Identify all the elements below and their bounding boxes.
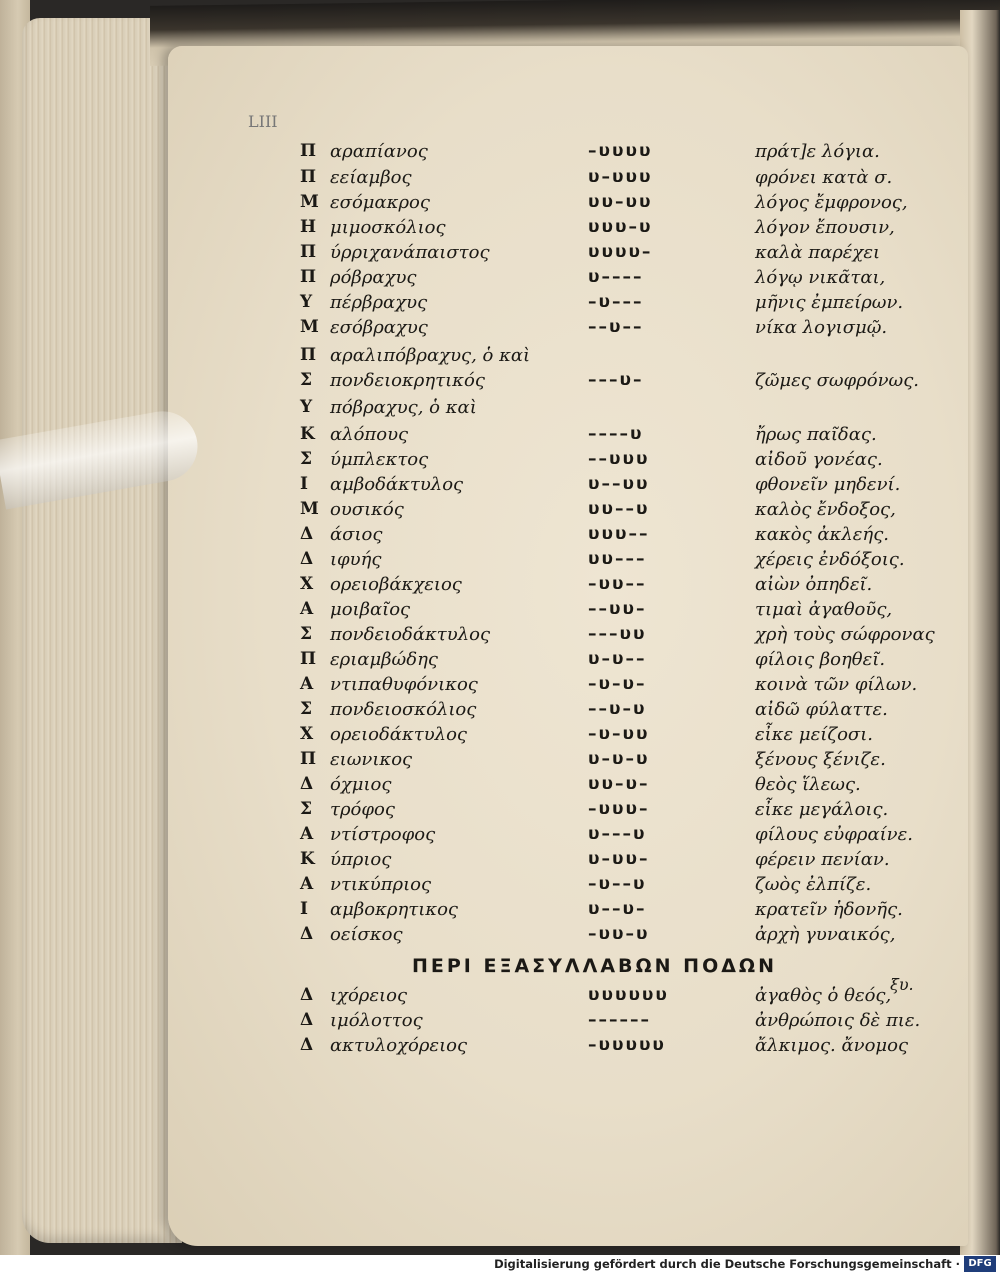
- example-phrase: φθονεῖν μηδενί.: [755, 474, 901, 495]
- example-phrase: φίλοις βοηθεῖ.: [755, 649, 886, 670]
- example-phrase: κακὸς ἀκλεής.: [755, 524, 890, 545]
- table-row: [300, 1035, 920, 1061]
- table-row: [300, 599, 920, 625]
- foot-name: αραπίανος: [330, 141, 428, 162]
- foot-name: ιμόλοττος: [330, 1010, 423, 1031]
- example-phrase: ἀγαθὸς ὁ θεός,: [755, 985, 892, 1006]
- foot-name: αραλιπόβραχυς, ὁ καὶ: [330, 345, 531, 366]
- example-phrase: λόγος ἔμφρονος,: [755, 192, 908, 213]
- example-phrase: καλὸς ἔνδοξος,: [755, 499, 896, 520]
- table-row: [300, 345, 920, 371]
- row-initial-letter: Α: [300, 824, 314, 844]
- meter-pattern: υ–υ––: [588, 649, 647, 669]
- row-initial-letter: Κ: [300, 424, 315, 444]
- row-initial-letter: Δ: [300, 1010, 314, 1030]
- table-row: [300, 1010, 920, 1036]
- table-row: [300, 699, 920, 725]
- dfg-logo: DFG: [964, 1256, 996, 1272]
- foot-name: εείαμβος: [330, 167, 412, 188]
- foot-name: αλόπους: [330, 424, 409, 445]
- heading-aside: ξυ.: [890, 975, 914, 994]
- meter-pattern: υ–υ–υ: [588, 749, 650, 769]
- row-initial-letter: Υ: [300, 397, 313, 417]
- meter-pattern: ––υυυ: [588, 449, 650, 469]
- foot-name: εριαμβώδης: [330, 649, 438, 670]
- foot-name: πέρβραχυς: [330, 292, 428, 313]
- table-row: [300, 141, 920, 167]
- foot-name: εσόβραχυς: [330, 317, 428, 338]
- table-row: [300, 370, 920, 396]
- meter-pattern: –––υυ: [588, 624, 647, 644]
- foot-name: πονδειοδάκτυλος: [330, 624, 491, 645]
- row-initial-letter: Σ: [300, 370, 313, 390]
- example-phrase: ζῶμες σωφρόνως.: [755, 370, 920, 391]
- meter-pattern: –υ–υυ: [588, 724, 650, 744]
- meter-pattern: υυ–––: [588, 549, 647, 569]
- row-initial-letter: Δ: [300, 1035, 314, 1055]
- example-phrase: κοινὰ τῶν φίλων.: [755, 674, 918, 695]
- table-row: [300, 724, 920, 750]
- row-initial-letter: Κ: [300, 849, 315, 869]
- row-initial-letter: Δ: [300, 549, 314, 569]
- meter-pattern: –υυυ–: [588, 799, 650, 819]
- foot-name: αμβοκρητικος: [330, 899, 459, 920]
- table-row: [300, 574, 920, 600]
- example-phrase: καλὰ παρέχει: [755, 242, 881, 263]
- table-row: [300, 849, 920, 875]
- table-row: [300, 397, 920, 423]
- foot-name: πόβραχυς, ὁ καὶ: [330, 397, 477, 418]
- table-row: [300, 985, 920, 1011]
- row-initial-letter: Η: [300, 217, 317, 237]
- row-initial-letter: Μ: [300, 192, 319, 212]
- foot-name: πονδειοσκόλιος: [330, 699, 477, 720]
- row-initial-letter: Δ: [300, 774, 314, 794]
- example-phrase: χέρεις ἐνδόξοις.: [755, 549, 905, 570]
- example-phrase: κρατεῖν ἡδονῆς.: [755, 899, 903, 920]
- row-initial-letter: Α: [300, 674, 314, 694]
- example-phrase: φέρειν πενίαν.: [755, 849, 890, 870]
- table-row: [300, 192, 920, 218]
- table-row: [300, 899, 920, 925]
- table-row: [300, 524, 920, 550]
- row-initial-letter: Σ: [300, 449, 313, 469]
- foot-name: ουσικός: [330, 499, 404, 520]
- foot-name: όχμιος: [330, 774, 392, 795]
- row-initial-letter: Α: [300, 874, 314, 894]
- row-initial-letter: Μ: [300, 317, 319, 337]
- foot-name: αμβοδάκτυλος: [330, 474, 464, 495]
- foot-name: ντιπαθυφόνικος: [330, 674, 478, 695]
- table-row: [300, 549, 920, 575]
- meter-pattern: –υ–––: [588, 292, 644, 312]
- row-initial-letter: Π: [300, 242, 317, 262]
- table-row: [300, 674, 920, 700]
- table-row: [300, 424, 920, 450]
- example-phrase: λόγῳ νικᾶται,: [755, 267, 886, 288]
- foot-name: ύμπλεκτος: [330, 449, 429, 470]
- foot-name: άσιος: [330, 524, 383, 545]
- row-initial-letter: Δ: [300, 524, 314, 544]
- meter-pattern: υ–––υ: [588, 824, 647, 844]
- foot-name: μιμοσκόλιος: [330, 217, 446, 238]
- table-row: [300, 242, 920, 268]
- table-row: [300, 924, 920, 950]
- row-initial-letter: Δ: [300, 924, 314, 944]
- meter-pattern: υυυ–υ: [588, 217, 653, 237]
- table-row: [300, 267, 920, 293]
- example-phrase: λόγον ἔπουσιν,: [755, 217, 895, 238]
- row-initial-letter: Ι: [300, 474, 308, 494]
- meter-pattern: –υ–υ–: [588, 674, 647, 694]
- example-phrase: ξένους ξένιζε.: [755, 749, 886, 770]
- example-phrase: ἄλκιμος. ἄνομος: [755, 1035, 909, 1056]
- foot-name: ντικύπριος: [330, 874, 432, 895]
- meter-pattern: υ––––: [588, 267, 644, 287]
- example-phrase: μῆνις ἐμπείρων.: [755, 292, 904, 313]
- foot-name: ιχόρειος: [330, 985, 408, 1006]
- row-initial-letter: Σ: [300, 624, 313, 644]
- table-row: [300, 217, 920, 243]
- table-row: [300, 474, 920, 500]
- section-heading: ΠΕΡΙ ΕΞΑΣΥΛΛΑΒΩΝ ΠΟΔΩΝ: [412, 955, 777, 977]
- row-initial-letter: Σ: [300, 699, 313, 719]
- table-row: [300, 167, 920, 193]
- table-row: [300, 799, 920, 825]
- table-row: [300, 749, 920, 775]
- example-phrase: φρόνει κατὰ σ.: [755, 167, 893, 188]
- table-row: [300, 317, 920, 343]
- example-phrase: φίλους εὐφραίνε.: [755, 824, 913, 845]
- meter-pattern: ––υ––: [588, 317, 644, 337]
- foot-name: ακτυλοχόρειος: [330, 1035, 468, 1056]
- row-initial-letter: Χ: [300, 724, 314, 744]
- table-row: [300, 292, 920, 318]
- foot-name: εσόμακρος: [330, 192, 430, 213]
- row-initial-letter: Π: [300, 167, 317, 187]
- meter-pattern: υυ–υ–: [588, 774, 650, 794]
- row-initial-letter: Υ: [300, 292, 313, 312]
- foot-name: πονδειοκρητικός: [330, 370, 485, 391]
- example-phrase: πράτ]ε λόγια.: [755, 141, 880, 162]
- foot-name: τρόφος: [330, 799, 395, 820]
- foot-name: μοιβαῖος: [330, 599, 411, 620]
- foot-name: ύπριος: [330, 849, 392, 870]
- meter-pattern: ––––υ: [588, 424, 644, 444]
- example-phrase: ἀνθρώποις δὲ πιε.: [755, 1010, 921, 1031]
- example-phrase: τιμαὶ ἀγαθοῦς,: [755, 599, 893, 620]
- foot-name: ρόβραχυς: [330, 267, 417, 288]
- example-phrase: αἰδῶ φύλαττε.: [755, 699, 888, 720]
- row-initial-letter: Π: [300, 267, 317, 287]
- meter-pattern: ––––––: [588, 1010, 651, 1030]
- meter-pattern: υ––υυ: [588, 474, 650, 494]
- row-initial-letter: Ι: [300, 899, 308, 919]
- foot-name: ειωνικος: [330, 749, 413, 770]
- meter-pattern: υ–υυυ: [588, 167, 653, 187]
- table-row: [300, 774, 920, 800]
- meter-pattern: –υυ–υ: [588, 924, 650, 944]
- meter-pattern: ––υυ–: [588, 599, 647, 619]
- footer-credit: Digitalisierung gefördert durch die Deutsche Forschungsgemeinschaft ·: [494, 1257, 960, 1271]
- table-row: [300, 499, 920, 525]
- foot-name: ορειοδάκτυλος: [330, 724, 467, 745]
- example-phrase: ἀρχὴ γυναικός,: [755, 924, 896, 945]
- row-initial-letter: Π: [300, 649, 317, 669]
- row-initial-letter: Δ: [300, 985, 314, 1005]
- example-phrase: εἶκε μεγάλοις.: [755, 799, 889, 820]
- table-row: [300, 649, 920, 675]
- example-phrase: νίκα λογισμῷ.: [755, 317, 888, 338]
- row-initial-letter: Π: [300, 345, 317, 365]
- foot-name: οείσκος: [330, 924, 403, 945]
- table-row: [300, 824, 920, 850]
- meter-pattern: υυυυυυ: [588, 985, 669, 1005]
- meter-pattern: υ–υυ–: [588, 849, 650, 869]
- meter-pattern: υ––υ–: [588, 899, 647, 919]
- table-row: [300, 624, 935, 650]
- meter-pattern: –υυ––: [588, 574, 647, 594]
- foot-name: ντίστροφος: [330, 824, 436, 845]
- example-phrase: ζωὸς ἐλπίζε.: [755, 874, 872, 895]
- row-initial-letter: Α: [300, 599, 314, 619]
- meter-pattern: –υ––υ: [588, 874, 647, 894]
- example-phrase: αἰὼν ὀπηδεῖ.: [755, 574, 873, 595]
- footer-bar: [0, 1255, 1000, 1274]
- meter-pattern: –––υ–: [588, 370, 644, 390]
- row-initial-letter: Σ: [300, 799, 313, 819]
- foot-name: ύρριχανάπαιστος: [330, 242, 490, 263]
- example-phrase: θεὸς ἵλεως.: [755, 774, 861, 795]
- table-row: [300, 449, 920, 475]
- foot-name: ορειοβάκχειος: [330, 574, 462, 595]
- foot-name: ιφυής: [330, 549, 382, 570]
- example-phrase: εἶκε μείζοσι.: [755, 724, 873, 745]
- meter-pattern: υυ–υυ: [588, 192, 653, 212]
- example-phrase: ἤρως παῖδας.: [755, 424, 877, 445]
- meter-pattern: ––υ–υ: [588, 699, 647, 719]
- meter-pattern: –υυυυυ: [588, 1035, 666, 1055]
- meter-pattern: –υυυυ: [588, 141, 653, 161]
- row-initial-letter: Π: [300, 749, 317, 769]
- meter-pattern: υυυ––: [588, 524, 650, 544]
- example-phrase: χρὴ τοὺς σώφρονας: [755, 624, 935, 645]
- page-folio: LIII: [248, 112, 278, 131]
- table-row: [300, 874, 920, 900]
- row-initial-letter: Χ: [300, 574, 314, 594]
- row-initial-letter: Π: [300, 141, 317, 161]
- row-initial-letter: Μ: [300, 499, 319, 519]
- meter-pattern: υυυυ–: [588, 242, 653, 262]
- example-phrase: αἰδοῦ γονέας.: [755, 449, 883, 470]
- meter-pattern: υυ––υ: [588, 499, 650, 519]
